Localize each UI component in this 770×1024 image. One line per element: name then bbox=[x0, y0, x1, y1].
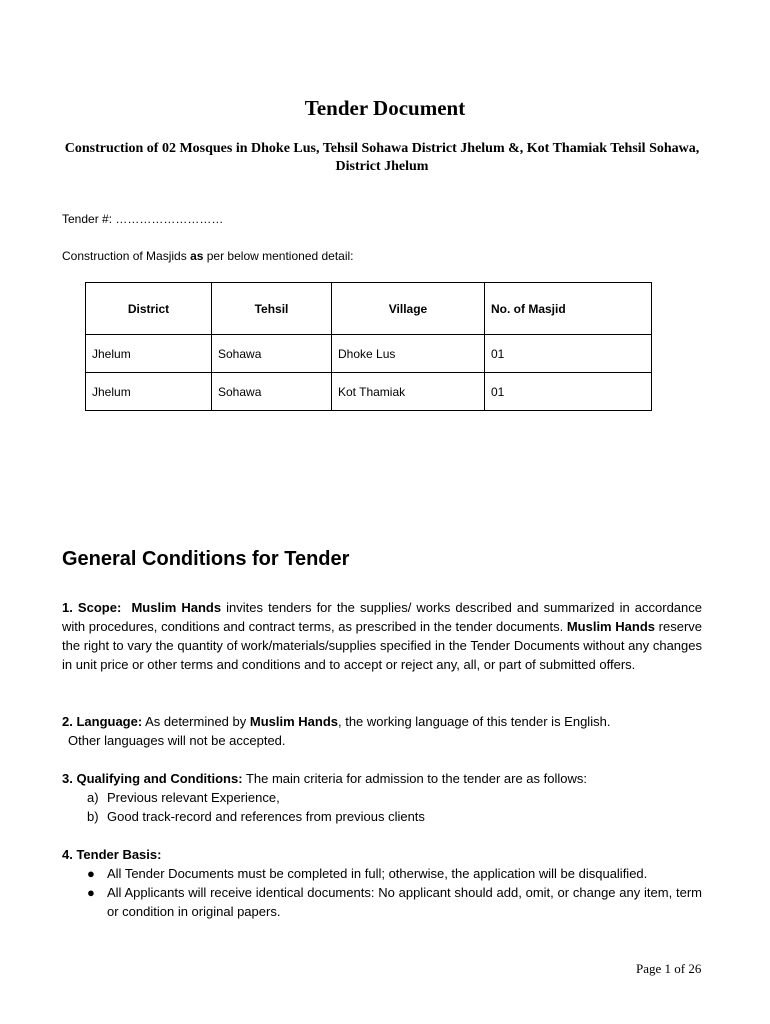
masjid-table bbox=[85, 282, 652, 411]
tender-number: Tender #: ……………………… bbox=[62, 212, 224, 226]
intro-pre: Construction of Masjids bbox=[62, 249, 191, 263]
document-subtitle: Construction of 02 Mosques in Dhoke Lus, Tehsil Sohawa District Jhelum &, Kot Thamiak Tehsil Sohawa, District Jhelum bbox=[64, 141, 700, 174]
table-header-row bbox=[86, 283, 652, 335]
list-item bbox=[83, 864, 702, 883]
table-row bbox=[86, 335, 652, 373]
intro-text bbox=[62, 249, 354, 263]
scope-org: Muslim Hands bbox=[131, 600, 222, 615]
language-line bbox=[62, 712, 702, 731]
cell-count: 01 bbox=[485, 335, 652, 373]
section-heading: General Conditions for Tender bbox=[62, 548, 350, 570]
column-header-district: District bbox=[86, 283, 212, 335]
cell-village: Dhoke Lus bbox=[332, 335, 485, 373]
scope-text-1: invites tenders for the supplies/ works described and summarized in accordance with procedures, conditions and contract terms, as prescribed in the tender documents. bbox=[62, 600, 702, 634]
basis-label: 4. Tender Basis: bbox=[62, 847, 162, 862]
document-title: Tender Document bbox=[304, 96, 466, 120]
qualifying-line bbox=[62, 769, 702, 788]
qualifying-label: 3. Qualifying and Conditions: bbox=[62, 771, 243, 786]
language-line-2: Other languages will not be accepted. bbox=[68, 733, 286, 748]
qualifying-list bbox=[62, 788, 702, 826]
list-text: Previous relevant Experience, bbox=[107, 790, 280, 805]
page-number: Page 1 of 26 bbox=[636, 961, 702, 976]
list-text: Good track-record and references from previous clients bbox=[107, 809, 425, 824]
scope-label: 1. Scope: bbox=[62, 600, 122, 615]
bullet-icon: ● bbox=[87, 885, 95, 900]
cell-village: Kot Thamiak bbox=[332, 373, 485, 411]
scope-org-2: Muslim Hands bbox=[566, 619, 655, 634]
list-item bbox=[83, 788, 702, 807]
cell-count: 01 bbox=[485, 373, 652, 411]
scope-text-2: reserve the right to vary the quantity of work/materials/supplies specified in the Tender Documents without any changes in unit price or other terms and conditions and to accept or reject any, all, or part of submitted offers. bbox=[62, 619, 702, 672]
scope-paragraph bbox=[62, 598, 702, 674]
language-paragraph bbox=[62, 712, 702, 750]
qualifying-paragraph bbox=[62, 769, 702, 826]
intro-bold: as bbox=[190, 249, 204, 263]
language-org: Muslim Hands bbox=[249, 714, 338, 729]
language-post: , the working language of this tender is English. bbox=[337, 714, 611, 729]
language-pre: As determined by bbox=[142, 714, 250, 729]
list-marker: a) bbox=[87, 790, 99, 805]
cell-tehsil: Sohawa bbox=[212, 373, 332, 411]
qualifying-text: The main criteria for admission to the tender are as follows: bbox=[242, 771, 587, 786]
cell-district: Jhelum bbox=[86, 335, 212, 373]
list-text: All Applicants will receive identical documents: No applicant should add, omit, or change any item, term or condition in original papers. bbox=[107, 885, 702, 919]
list-item bbox=[83, 883, 702, 921]
cell-district: Jhelum bbox=[86, 373, 212, 411]
intro-post: per below mentioned detail: bbox=[203, 249, 354, 263]
basis-list bbox=[62, 864, 702, 921]
list-item bbox=[83, 807, 702, 826]
column-header-no-of-masjid: No. of Masjid bbox=[485, 283, 652, 335]
column-header-village: Village bbox=[332, 283, 485, 335]
bullet-icon: ● bbox=[87, 866, 95, 881]
language-label: 2. Language: bbox=[62, 714, 143, 729]
list-text: All Tender Documents must be completed in full; otherwise, the application will be disqualified. bbox=[107, 866, 648, 881]
column-header-tehsil: Tehsil bbox=[212, 283, 332, 335]
basis-paragraph bbox=[62, 845, 702, 921]
list-marker: b) bbox=[87, 809, 99, 824]
cell-tehsil: Sohawa bbox=[212, 335, 332, 373]
table-row bbox=[86, 373, 652, 411]
